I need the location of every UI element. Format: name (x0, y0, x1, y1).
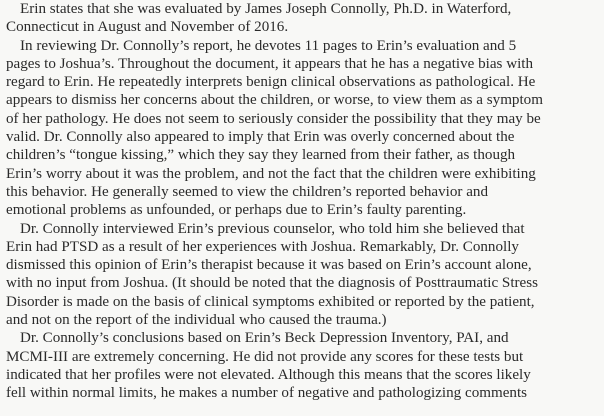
text-line: with no input from Joshua. (It should be noted that the diagnosis of Posttraumatic Stress (6, 275, 538, 292)
text-line: Erin had PTSD as a result of her experiences with Joshua. Remarkably, Dr. Connolly (6, 238, 519, 255)
text-line: appears to dismiss her concerns about the children, or worse, to view them as a symptom (6, 92, 543, 109)
text-line: pages to Joshua’s. Throughout the document, it appears that he has a negative bias with (6, 55, 534, 72)
document-body (6, 0, 604, 403)
text-line: Connecticut in August and November of 2016. (6, 19, 289, 36)
text-line: In reviewing Dr. Connolly’s report, he devotes 11 pages to Erin’s evaluation and 5 (20, 37, 517, 54)
text-line: regard to Erin. He repeatedly interprets benign clinical observations as pathological. He (6, 74, 536, 91)
text-line: this behavior. He generally seemed to view the children’s reported behavior and (6, 183, 488, 200)
text-line: indicated that her profiles were not elevated. Although this means that the scores likely (6, 366, 531, 383)
text-line: Erin states that she was evaluated by James Joseph Connolly, Ph.D. in Waterford, (20, 1, 512, 17)
text-line: and not on the report of the individual who caused the trauma.) (6, 312, 387, 329)
text-line: children’s “tongue kissing,” which they say they learned from their father, as though (6, 147, 516, 164)
text-line: valid. Dr. Connolly also appeared to imply that Erin was overly concerned about the (6, 129, 515, 146)
text-line: of her pathology. He does not seem to seriously consider the possibility that they may be (6, 110, 541, 127)
text-line: dismissed this opinion of Erin’s therapist because it was based on Erin’s account alone, (6, 257, 532, 274)
text-line: emotional problems as unfounded, or perhaps due to Erin’s faulty parenting. (6, 202, 467, 219)
text-line: Dr. Connolly’s conclusions based on Erin’s Beck Depression Inventory, PAI, and (20, 330, 509, 347)
text-line: Erin’s worry about it was the problem, and not the fact that the children were exhibiting (6, 165, 536, 182)
text-line: MCMI-III are extremely concerning. He did not provide any scores for these tests but (6, 348, 524, 365)
text-line: Disorder is made on the basis of clinical symptoms exhibited or reported by the patient, (6, 293, 535, 310)
text-line: fell within normal limits, he makes a number of negative and pathologizing comments (6, 385, 528, 402)
text-line: Dr. Connolly interviewed Erin’s previous counselor, who told him she believed that (20, 220, 525, 237)
